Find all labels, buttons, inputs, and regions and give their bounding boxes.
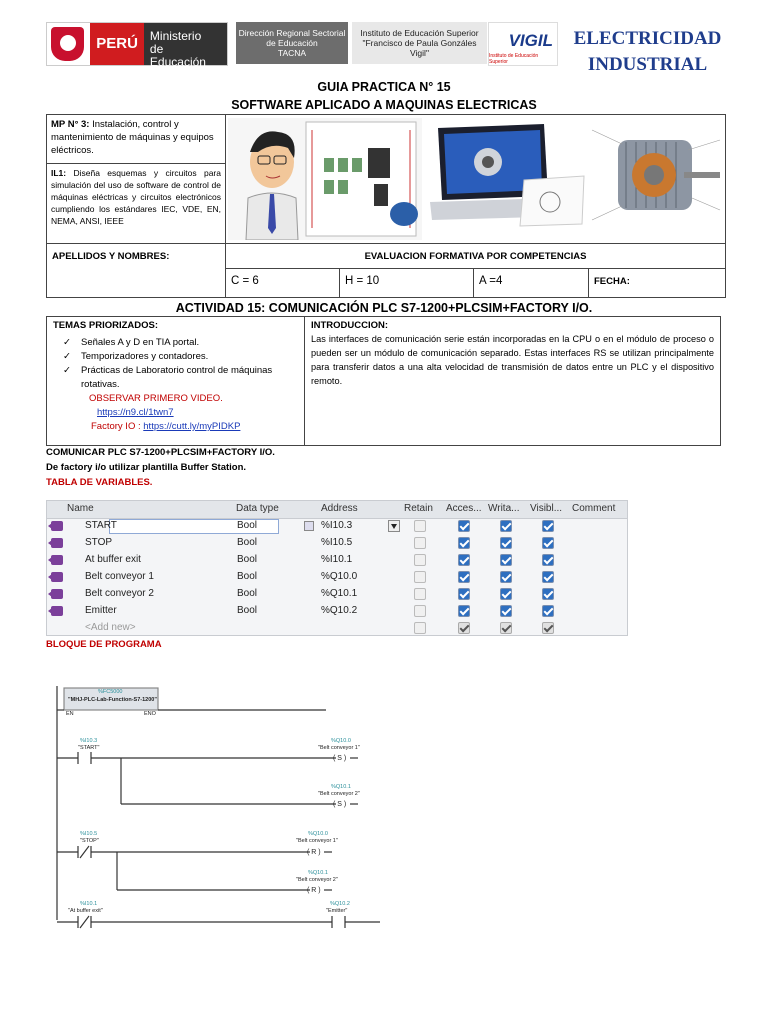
- variable-address[interactable]: %Q10.0: [321, 571, 358, 582]
- laptop-motor-illustration: [424, 120, 586, 228]
- motor-cutaway-illustration: [588, 120, 724, 232]
- variable-name[interactable]: Emitter: [85, 605, 117, 616]
- mp-cell: [46, 114, 226, 164]
- n1-coil1-address: %Q10.0: [331, 738, 351, 744]
- writable-checkbox[interactable]: [500, 554, 512, 566]
- variable-row[interactable]: [47, 603, 627, 620]
- fb-en: EN: [66, 711, 74, 717]
- score-c-cell: [225, 268, 340, 298]
- intro-title: INTRODUCCION:: [311, 320, 389, 331]
- visible-checkbox[interactable]: [542, 520, 554, 532]
- col-visible[interactable]: Visibl...: [530, 503, 563, 514]
- factory-label: Factory IO :: [91, 421, 144, 432]
- variable-type[interactable]: Bool: [237, 520, 258, 531]
- accessible-checkbox[interactable]: [458, 622, 470, 634]
- n2-coil1-symbol: ( R ): [307, 849, 321, 856]
- accessible-checkbox[interactable]: [458, 554, 470, 566]
- variable-name[interactable]: Belt conveyor 2: [85, 588, 154, 599]
- add-new-row[interactable]: [47, 620, 627, 637]
- visible-checkbox[interactable]: [542, 537, 554, 549]
- n2-coil1-address: %Q10.0: [308, 831, 328, 837]
- n2-coil2-address: %Q10.1: [308, 870, 328, 876]
- fb-name: "MHJ-PLC-Lab-Function-S7-1200": [68, 697, 157, 703]
- accessible-checkbox[interactable]: [458, 571, 470, 583]
- vigil-logo: [488, 22, 558, 66]
- instituto-line2: "Francisco de Paula Gonzáles Vigil": [362, 38, 477, 58]
- col-name[interactable]: Name: [67, 503, 94, 514]
- motor-cutaway-svg: [588, 120, 724, 232]
- ministerio-line2: de Educación: [149, 42, 206, 69]
- writable-checkbox[interactable]: [500, 520, 512, 532]
- writable-checkbox[interactable]: [500, 622, 512, 634]
- n1-coil2-tag: "Belt conveyor 2": [318, 791, 360, 797]
- especialidad-line1: ELECTRICIDAD: [573, 28, 722, 49]
- comunicar-label: COMUNICAR PLC S7-1200+PLCSIM+FACTORY I/O.: [46, 447, 275, 458]
- especialidad-title: [565, 26, 730, 78]
- variables-table[interactable]: [46, 500, 628, 636]
- instituto-line1: Instituto de Educación Superior: [360, 28, 479, 38]
- n3-output-tag: "Emitter": [326, 908, 348, 914]
- peru-label: PERÚ: [90, 23, 144, 65]
- video-link[interactable]: https://n9.cl/1twn7: [97, 407, 174, 418]
- fecha-label: FECHA:: [594, 276, 630, 287]
- n1-coil2-address: %Q10.1: [331, 784, 351, 790]
- especialidad-line2: INDUSTRIAL: [587, 54, 708, 75]
- temas-item: ✓ Señales A y D en TIA portal.: [81, 336, 298, 350]
- apellidos-label: APELLIDOS Y NOMBRES:: [52, 251, 170, 262]
- tag-icon: [51, 589, 63, 599]
- direccion-line2: de Educación: [266, 38, 318, 48]
- direccion-line3: TACNA: [277, 48, 307, 58]
- n3-contact-tag: "At buffer exit": [68, 908, 103, 914]
- accessible-checkbox[interactable]: [458, 537, 470, 549]
- bloque-label: BLOQUE DE PROGRAMA: [46, 639, 162, 650]
- cartoon-panel-illustration: [228, 118, 422, 240]
- score-a-cell: [473, 268, 589, 298]
- apellidos-cell: [46, 243, 226, 298]
- peru-shield-icon: [51, 27, 84, 61]
- temas-title: TEMAS PRIORIZADOS:: [53, 320, 159, 331]
- n3-output-address: %Q10.2: [330, 901, 350, 907]
- accessible-checkbox[interactable]: [458, 520, 470, 532]
- tag-icon: [51, 521, 63, 531]
- variables-header: [47, 501, 627, 519]
- variable-address[interactable]: %I10.3: [321, 520, 353, 531]
- variable-address[interactable]: %Q10.2: [321, 605, 358, 616]
- datatype-picker-icon[interactable]: [304, 521, 314, 531]
- variable-type[interactable]: Bool: [237, 588, 258, 599]
- ministerio-logo: [46, 22, 228, 69]
- col-comment[interactable]: Comment: [572, 503, 616, 514]
- variable-address[interactable]: %Q10.1: [321, 588, 358, 599]
- evaluacion-label: EVALUACION FORMATIVA POR COMPETENCIAS: [364, 251, 587, 262]
- variable-type[interactable]: Bool: [237, 554, 258, 565]
- il-cell: [46, 163, 226, 244]
- mp-text: Instalación, control y mantenimiento de máquinas y equipos eléctricos.: [51, 119, 214, 156]
- variable-type[interactable]: Bool: [237, 571, 258, 582]
- instituto-label: [352, 22, 487, 64]
- n2-coil2-tag: "Belt conveyor 2": [296, 877, 338, 883]
- writable-checkbox[interactable]: [500, 605, 512, 617]
- variable-address[interactable]: %I10.5: [321, 537, 353, 548]
- n1-contact-address: %I10.3: [80, 738, 98, 744]
- retain-checkbox[interactable]: [414, 571, 426, 583]
- writable-checkbox[interactable]: [500, 571, 512, 583]
- retain-checkbox[interactable]: [414, 622, 426, 634]
- retain-checkbox[interactable]: [414, 520, 426, 532]
- vigil-text: VIGIL: [508, 31, 553, 50]
- il-text: Diseña esquemas y circuitos para simulación del uso de software de control de máquinas eléctricas y circuitos electrónicos cumpliendo los estándares IEC, VDE, EN, NEMA, ANSI, IEEE: [51, 168, 221, 226]
- variable-name[interactable]: At buffer exit: [85, 554, 141, 565]
- tag-icon: [51, 606, 63, 616]
- writable-checkbox[interactable]: [500, 588, 512, 600]
- score-h-cell: [339, 268, 474, 298]
- accessible-checkbox[interactable]: [458, 588, 470, 600]
- chevron-down-icon[interactable]: [388, 520, 400, 532]
- temas-item: ✓ Temporizadores y contadores.: [81, 350, 298, 364]
- n2-contact-tag: "STOP": [80, 838, 99, 844]
- intro-text: Las interfaces de comunicación serie están incorporadas en la CPU o en el módulo de proceso o pueden ser un módulo de comunicación separado. Estas interfaces RS se utilizan principalmente para transferir datos a una alta velocidad de transmisión de datos entre un PLC y el dispositivo remoto.: [311, 334, 714, 386]
- vigil-subtext: Instituto de Educación Superior: [489, 53, 539, 65]
- visible-checkbox[interactable]: [542, 622, 554, 634]
- actividad-title: ACTIVIDAD 15: COMUNICACIÓN PLC S7-1200+PLCSIM+FACTORY I/O.: [175, 301, 593, 315]
- n2-coil1-tag: "Belt conveyor 1": [296, 838, 338, 844]
- variable-type[interactable]: Bool: [237, 537, 258, 548]
- visible-checkbox[interactable]: [542, 588, 554, 600]
- video-label: OBSERVAR PRIMERO VIDEO.: [89, 393, 223, 404]
- add-new-label[interactable]: <Add new>: [85, 622, 136, 633]
- variable-name[interactable]: STOP: [85, 537, 113, 548]
- n1-coil1-tag: "Belt conveyor 1": [318, 745, 360, 751]
- variable-row[interactable]: [47, 518, 627, 535]
- fb-instance: %FC5000: [98, 689, 123, 695]
- tabla-label: TABLA DE VARIABLES.: [46, 477, 153, 488]
- score-c: C = 6: [231, 275, 259, 287]
- col-accessible[interactable]: Acces...: [446, 503, 482, 514]
- fecha-cell[interactable]: [588, 268, 726, 298]
- variable-row[interactable]: [47, 569, 627, 586]
- ladder-diagram: [0, 670, 768, 970]
- evaluacion-cell: [225, 243, 726, 269]
- mp-label: MP N° 3:: [51, 119, 90, 130]
- laptop-motor-svg: [424, 120, 586, 228]
- score-h: H = 10: [345, 275, 380, 287]
- variable-row[interactable]: [47, 586, 627, 603]
- n1-coil2-symbol: ( S ): [333, 801, 347, 808]
- factory-link[interactable]: https://cutt.ly/myPIDKP: [143, 421, 241, 432]
- tag-icon: [51, 572, 63, 582]
- direccion-regional: [236, 22, 348, 64]
- cartoon-panel-svg: [228, 118, 422, 240]
- variable-name[interactable]: Belt conveyor 1: [85, 571, 154, 582]
- retain-checkbox[interactable]: [414, 588, 426, 600]
- temas-list: [81, 336, 298, 392]
- visible-checkbox[interactable]: [542, 554, 554, 566]
- guia-subtitle: SOFTWARE APLICADO A MAQUINAS ELECTRICAS: [231, 98, 537, 112]
- tag-icon: [51, 555, 63, 565]
- n1-coil1-symbol: ( S ): [333, 755, 347, 762]
- visible-checkbox[interactable]: [542, 571, 554, 583]
- retain-checkbox[interactable]: [414, 537, 426, 549]
- variable-row[interactable]: [47, 535, 627, 552]
- il-label: IL1:: [51, 168, 67, 178]
- n1-contact-tag: "START": [78, 745, 100, 751]
- variable-name[interactable]: START: [85, 520, 117, 531]
- tag-icon: [51, 538, 63, 548]
- ministerio-line1: Ministerio: [149, 29, 202, 43]
- col-address[interactable]: Address: [321, 503, 358, 514]
- intro-cell: [304, 316, 721, 446]
- col-datatype[interactable]: Data type: [236, 503, 279, 514]
- direccion-line1: Dirección Regional Sectorial: [238, 28, 346, 38]
- variable-row[interactable]: [47, 552, 627, 569]
- temas-item: ✓ Prácticas de Laboratorio control de máquinas rotativas.: [81, 364, 298, 392]
- n2-coil2-symbol: ( R ): [307, 887, 321, 894]
- n2-contact-address: %I10.5: [80, 831, 98, 837]
- ministerio-label: [144, 23, 227, 69]
- retain-checkbox[interactable]: [414, 554, 426, 566]
- visible-checkbox[interactable]: [542, 605, 554, 617]
- accessible-checkbox[interactable]: [458, 605, 470, 617]
- guia-title: GUIA PRACTICA N° 15: [317, 80, 451, 94]
- factory-note: De factory i/o utilizar plantilla Buffer Station.: [46, 462, 247, 473]
- retain-checkbox[interactable]: [414, 605, 426, 617]
- col-writable[interactable]: Writa...: [488, 503, 520, 514]
- col-retain[interactable]: Retain: [404, 503, 433, 514]
- variable-type[interactable]: Bool: [237, 605, 258, 616]
- writable-checkbox[interactable]: [500, 537, 512, 549]
- temas-cell: [46, 316, 305, 446]
- score-a: A =4: [479, 275, 503, 287]
- variable-address[interactable]: %I10.1: [321, 554, 353, 565]
- n3-contact-address: %I10.1: [80, 901, 98, 907]
- fb-eno: ENO: [144, 711, 156, 717]
